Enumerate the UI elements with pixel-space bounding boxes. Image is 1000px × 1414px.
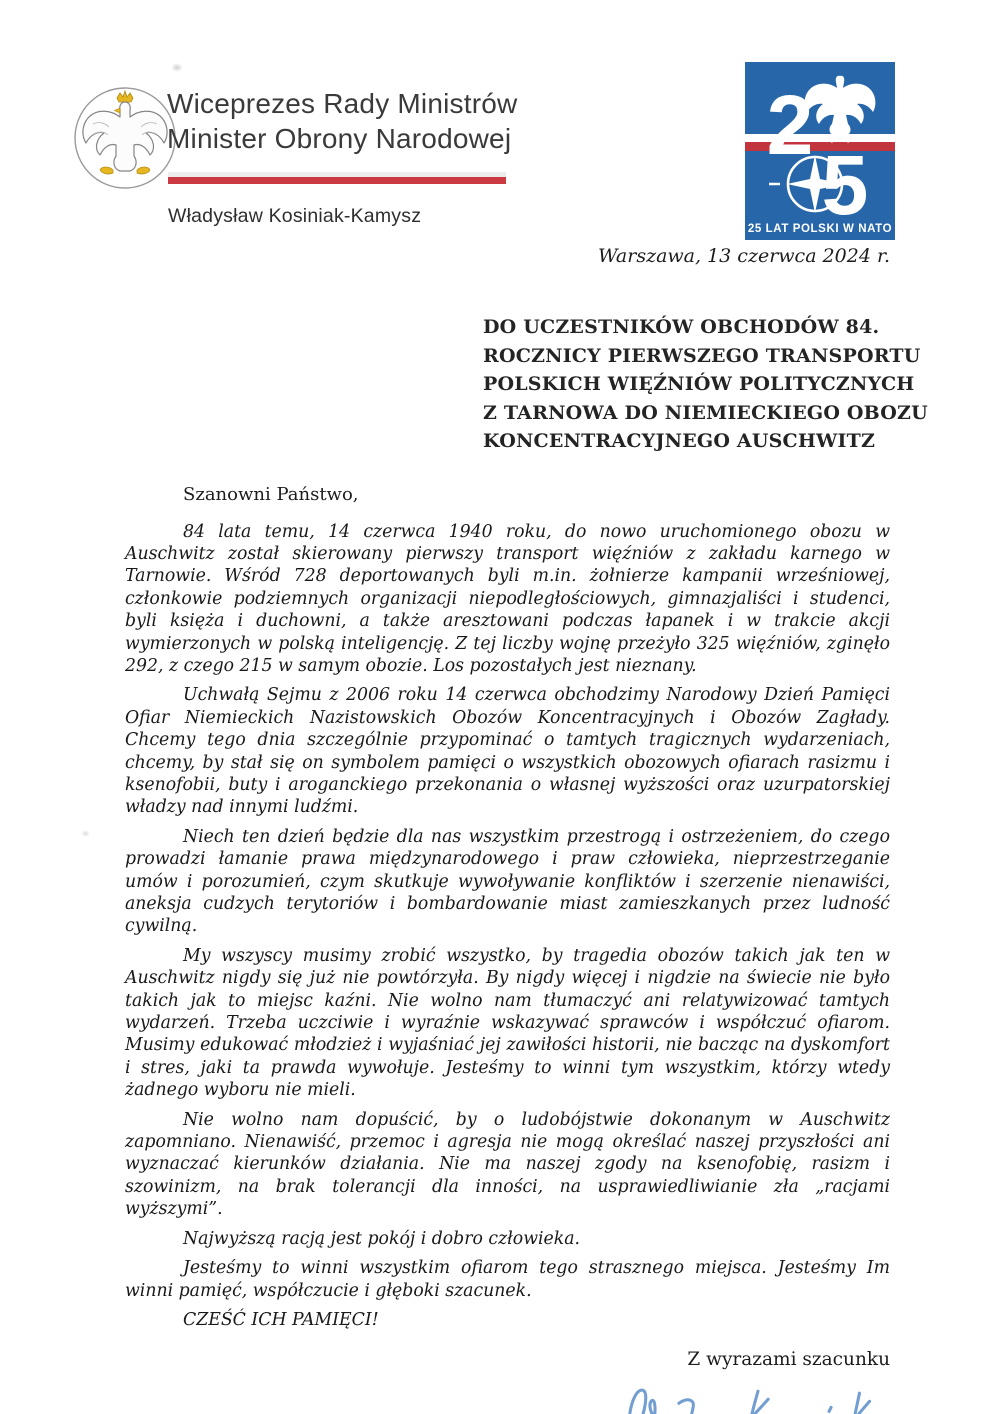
closing-exclamation: CZEŚĆ ICH PAMIĘCI! <box>183 1309 379 1330</box>
body-paragraph: Najwyższą racją jest pokój i dobro człowieka. <box>183 1228 581 1249</box>
nato-logo-numeral-5: 5 <box>821 138 869 232</box>
letter-heading-line: Z TARNOWA DO NIEMIECKIEGO OBOZU <box>483 401 928 424</box>
office-title-line2: Minister Obrony Narodowej <box>167 123 512 154</box>
body-paragraph: 84 lata temu, 14 czerwca 1940 roku, do nowo uruchomionego obozu w Auschwitz został skierowany pierwszy transport więźniów z zakładu karnego w Tarnowie. Wśród 728 deportowanych byli m.in. żołnierze kampanii wrześniowej, członkowie podziemnych organizacji niepodległościowych, gimnazjaliści i studenci, byli księża i duchowni, a także aresztowani podczas łapanek i w trakcie akcji wymierzonych w polską inteligencję. Z tej liczby wojnę przeżyło 325 więźniów, zginęło 292, z czego 215 w samym obozie. Los pozostałych jest nieznany. <box>125 521 890 676</box>
handwritten-signature <box>125 1376 965 1414</box>
closing-salutation: Z wyrazami szacunku <box>687 1349 890 1371</box>
signature-ink-icon <box>620 1376 965 1414</box>
nato-25-anniversary-logo <box>745 62 895 240</box>
dateline: Warszawa, 13 czerwca 2024 r. <box>598 245 890 267</box>
body-paragraph: Nie wolno nam dopuścić, by o ludobójstwie dokonanym w Auschwitz zapomniano. Nienawiść, przemoc i agresja nie mogą określać naszej przyszłości ani wyznaczać kierunków działania. Nie ma naszej zgody na ksenofobię, rasizm i szowinizm, na brak tolerancji dla inności, na usprawiedliwianie zła „racjami wyższymi”. <box>125 1109 890 1220</box>
polish-eagle-emblem-icon <box>73 84 177 192</box>
letter-heading-line: KONCENTRACYJNEGO AUSCHWITZ <box>483 430 876 452</box>
body-paragraph: My wszyscy musimy zrobić wszystko, by tragedia obozów takich jak ten w Auschwitz nigdy się już nie powtórzyła. By nigdy więcej i nigdzie na świecie nie było takich jak to miejsc kaźni. Nie wolno nam tłumaczyć ani relatywizować tamtych wydarzeń. Trzeba uczciwie i wyraźnie wskazywać sprawców i współczuć ofiarom. Musimy edukować młodzież i wyjaśniać jej zawiłości historii, nie bacząc na dyskomfort i stres, jaki ta prawda wywołuje. Jesteśmy to winni tym wszystkim, którzy wtedy żadnego wyboru nie mieli. <box>125 945 890 1101</box>
nato-logo-numeral-2: 2 <box>766 78 814 172</box>
flag-divider-red <box>168 177 506 184</box>
letter-heading-line: DO UCZESTNIKÓW OBCHODÓW 84. <box>483 316 880 338</box>
letter-heading-line: POLSKICH WIĘŹNIÓW POLITYCZNYCH <box>483 373 915 395</box>
minister-name: Władysław Kosiniak-Kamysz <box>168 205 422 227</box>
letter-heading <box>483 313 928 456</box>
letter-paragraphs <box>125 521 890 1332</box>
salutation: Szanowni Państwo, <box>183 483 359 505</box>
scan-artifact <box>81 830 90 837</box>
nato-logo-caption: 25 LAT POLSKI W NATO <box>747 223 893 235</box>
office-title <box>167 86 517 156</box>
scan-artifact <box>171 63 183 72</box>
flag-divider <box>168 172 506 184</box>
letter-heading-line: ROCZNICY PIERWSZEGO TRANSPORTU <box>483 344 921 367</box>
body-paragraph: Uchwałą Sejmu z 2006 roku 14 czerwca obchodzimy Narodowy Dzień Pamięci Ofiar Niemieckich Nazistowskich Obozów Koncentracyjnych i Obozów Zagłady. Chcemy tego dnia szczególnie przypominać o tamtych tragicznych wydarzeniach, chcemy, by stał się on symbolem pamięci o wszystkich obozowych ofiarach rasizmu i ksenofobii, buty i aroganckiego przekonania o własnej wyższości oraz uzurpatorskiej władzy nad innymi ludźmi. <box>125 685 890 818</box>
body-paragraph: Niech ten dzień będzie dla nas wszystkim przestrogą i ostrzeżeniem, do czego prowadzi łamanie prawa międzynarodowego i praw człowieka, nieprzestrzeganie umów i porozumień, czym skutkuje wywoływanie konfliktów i szerzenie nienawiści, aneksja cudzych terytoriów i bombardowanie miast zamieszkanych przez ludność cywilną. <box>125 826 890 937</box>
letter-body <box>125 245 928 1414</box>
body-paragraph: Jesteśmy to winni wszystkim ofiarom tego strasznego miejsca. Jesteśmy Im winni pamięć, współczucie i głęboki szacunek. <box>125 1258 890 1301</box>
office-title-line1: Wiceprezes Rady Ministrów <box>167 88 518 119</box>
